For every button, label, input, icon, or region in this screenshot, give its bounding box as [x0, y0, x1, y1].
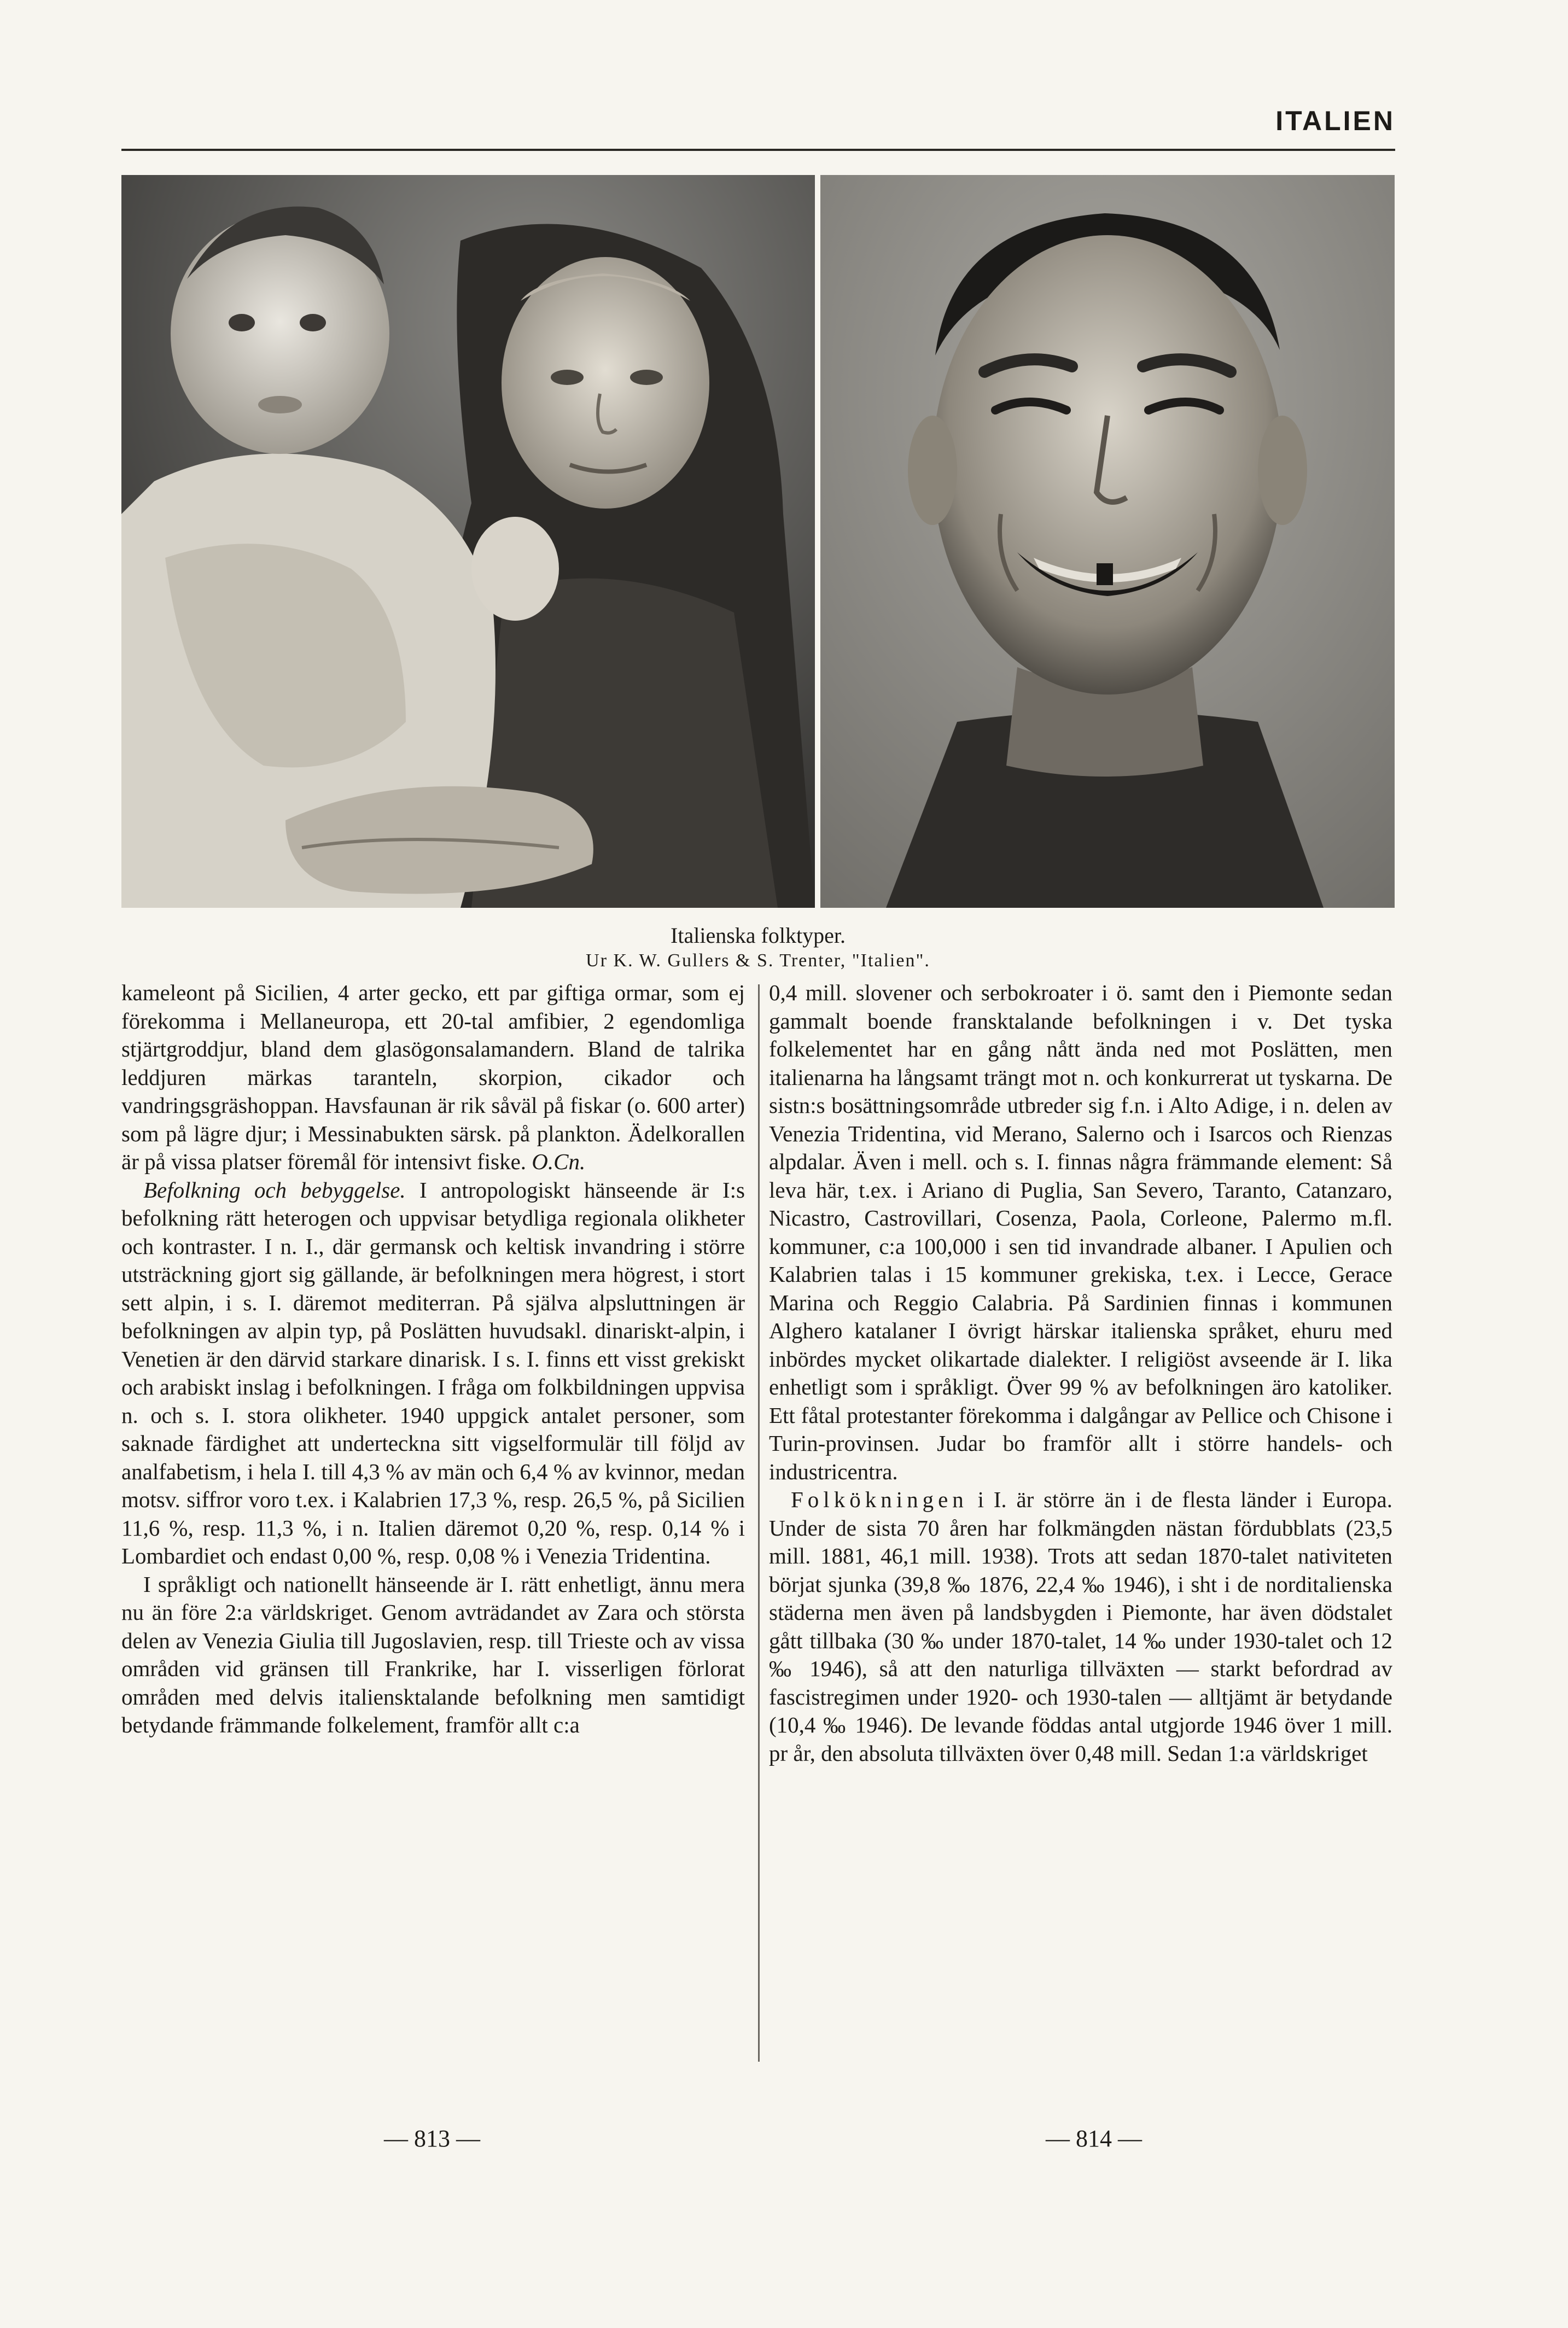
left-text-column — [121, 979, 745, 1740]
paragraph: I språkligt och nationellt hänseende är I. rätt enhetligt, ännu mera nu än före 2:a världskriget. Genom avträdandet av Zara och största delen av Venezia Giulia till Jugoslavien, resp. till Trieste och av vissa områden vid gränsen till Frankrike, har I. visserligen förlorat områden med delvis italiensktalande befolkning men samtidigt betydande främmande folkelement, framför allt c:a — [121, 1571, 745, 1737]
section-heading: Befolkning och bebyggelse. — [143, 1177, 406, 1203]
section-heading: Folkökningen — [791, 1487, 968, 1512]
running-head: ITALIEN — [1275, 106, 1395, 136]
paragraph: Folkökningen i I. är större än i de flesta länder i Europa. Under de sista 70 åren har folkmängden nästan fördubblats (23,5 mill. 1881, 46,1 mill. 1938). Trots att sedan 1870-talet nativiteten börjat sjunka (39,8 ‰ 1876, 22,4 ‰ 1946), i sht i de norditalienska städerna men även på landsbygden i Piemonte, har även dödstalet gått tillbaka (30 ‰ under 1870-talet, 14 ‰ under 1930-talet och 12 ‰ 1946), så att den naturliga tillväxten — starkt befordrad av fascistregimen under 1920- och 1930-talen — alltjämt är betydande (10,4 ‰ 1946). De levande föddas antal utgjorde 1946 över 1 mill. pr år, den absoluta tillväxten över 0,48 mill. Sedan 1:a världskriget — [769, 1487, 1393, 1766]
caption-title: Italienska folktyper. — [671, 923, 846, 948]
caption-source: Ur K. W. Gullers & S. Trenter, "Italien". — [586, 950, 930, 971]
author-signature: O.Cn. — [532, 1149, 586, 1174]
paragraph: Befolkning och bebyggelse. I antropologiskt hänseende är I:s befolkning rätt heterogen och uppvisar betydliga regionala olikheter och kontraster. I n. I., där germansk och keltisk invandring i större utsträckning gjort sig gällande, är befolkningen mera högrest, i stort sett alpin, i s. I. däremot mediterran. På själva alpsluttningen är befolkningen av alpin typ, på Poslätten huvudsakl. dinariskt-alpin, i Venetien är den därvid starkare dinarisk. I s. I. finns ett visst grekiskt och arabiskt inslag i befolkningen. I fråga om folkbildningen uppvisa n. och s. I. stora olikheter. 1940 uppgick antalet personer, som saknade färdighet att underteckna sitt vigselformulär till följd av analfabetism, i hela I. till 4,3 % av män och 6,4 % av kvinnor, medan motsv. siffror voro t.ex. i Kalabrien 17,3 %, resp. 26,5 %, på Sicilien 11,6 %, resp. 11,3 %, i n. Italien däremot 0,20 %, resp. 0,14 % i Lombardiet och endast 0,00 %, resp. 0,08 % i Venezia Tridentina. — [121, 1177, 745, 1568]
header-rule — [121, 149, 1395, 151]
paragraph: kameleont på Sicilien, 4 arter gecko, ett par giftiga ormar, som ej förekomma i Mellaneuropa, ett 20-tal amfibier, 2 egendomliga stjärtgroddjur, bland dem glasögonsalamandern. Bland de talrika leddjuren märkas taranteln, skorpion, cikador och vandringsgräshoppan. Havsfaunan är rik såväl på fiskar (o. 600 arter) som på lägre djur; i Messinabukten särsk. på plankton. Ädelkorallen är på vissa platser föremål för intensivt fiske. O.Cn. — [121, 980, 745, 1174]
smiling-man-illustration — [820, 175, 1395, 908]
woman-with-baby-illustration — [121, 175, 815, 908]
photo-woman-with-baby — [121, 175, 815, 908]
photo-smiling-man — [820, 175, 1395, 908]
right-text-column — [769, 979, 1392, 1767]
figure-caption — [121, 922, 1395, 973]
paragraph: 0,4 mill. slovener och serbokroater i ö. samt den i Piemonte sedan gammalt boende fransktalande befolkningen i v. Det tyska folkelementet har en gång nått ända ned mot Poslätten, men italienarna ha långsamt trängt mot n. och konkurrerat ut tyskarna. De sistn:s bosättningsområde utbreder sig f.n. i Alto Adige, i n. delen av Venezia Tridentina, vid Merano, Salerno och i Isarcos och Rienzas alpdalar. Även i mell. och s. I. finnas några främmande element: Så leva här, t.ex. i Ariano di Puglia, San Severo, Taranto, Catanzaro, Nicastro, Castrovillari, Cosenza, Paola, Corleone, Palermo m.fl. kommuner, c:a 100,000 i sen tid invandrade albaner. I Apulien och Kalabrien talas i 15 kommuner grekiska, t.ex. i Lecce, Gerace Marina och Reggio Calabria. På Sardinien finnas i kommunen Alghero katalaner I övrigt härskar italienska språket, ehuru med inbördes mycket olikartade dialekter. I religiöst avseende är I. lika enhetligt som i språkligt. Över 99 % av befolkningen äro katoliker. Ett fåtal protestanter förekomma i dalgångar av Pellice och Chisone i Turin-provinsen. Judar bo framför allt i större handels- och industricentra. — [769, 980, 1392, 1484]
column-divider — [758, 984, 760, 2062]
page-number-right: — 814 — — [1046, 2125, 1142, 2152]
page-number-left: — 813 — — [384, 2125, 480, 2152]
